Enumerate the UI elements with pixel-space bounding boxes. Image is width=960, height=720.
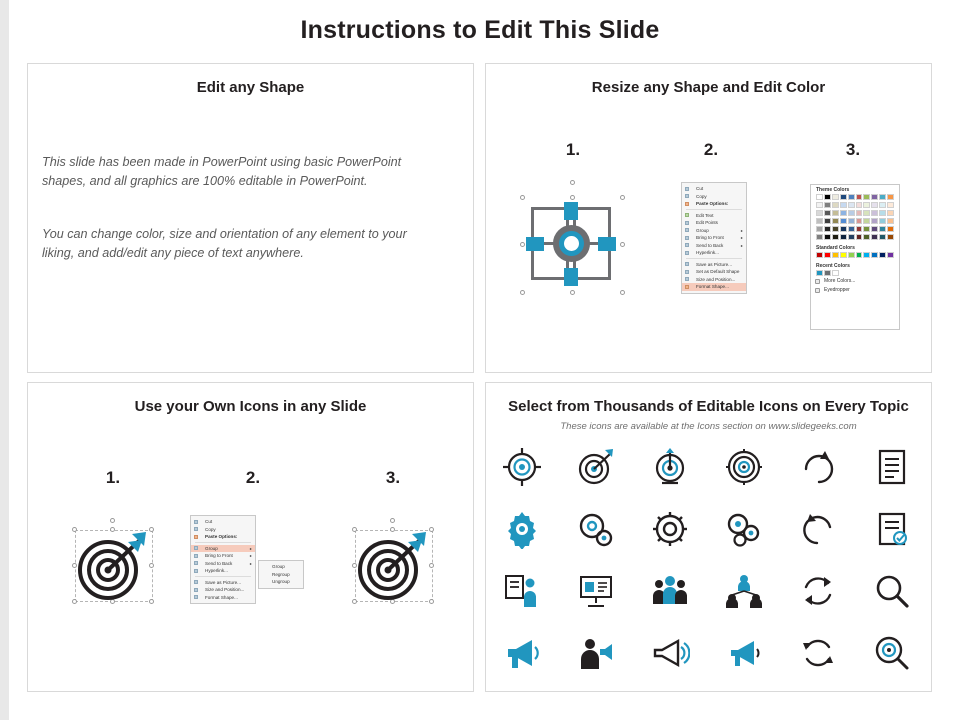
menu-item-paste-options[interactable]: Paste Options:: [191, 533, 255, 541]
bring-front-icon: [685, 236, 689, 240]
recent-colors-row[interactable]: [811, 269, 899, 277]
scissors-icon: [194, 520, 198, 524]
color-swatch[interactable]: [816, 194, 823, 200]
color-swatch[interactable]: [879, 202, 886, 208]
target-rings-icon[interactable]: [720, 443, 768, 491]
selection-handle[interactable]: [620, 242, 625, 247]
menu-item-set-default-shape[interactable]: Set as Default Shape: [682, 268, 746, 276]
color-swatch[interactable]: [887, 194, 894, 200]
panel-subtitle-icon-library: These icons are available at the Icons section on www.slidegeeks.com: [560, 421, 857, 432]
color-swatch[interactable]: [871, 218, 878, 224]
menu-item-edit-text[interactable]: Edit Text: [682, 212, 746, 220]
rotation-handle[interactable]: [570, 180, 575, 185]
color-swatch[interactable]: [848, 210, 855, 216]
color-swatch[interactable]: [879, 226, 886, 232]
color-swatch[interactable]: [863, 202, 870, 208]
color-swatch[interactable]: [856, 226, 863, 232]
target-dart-illustration-1: [68, 518, 160, 610]
color-swatch[interactable]: [879, 234, 886, 240]
color-swatch[interactable]: [848, 226, 855, 232]
color-swatch[interactable]: [856, 210, 863, 216]
picture-icon: [194, 580, 198, 584]
target-dart-icon[interactable]: [572, 443, 620, 491]
menu-item-copy[interactable]: Copy: [191, 526, 255, 534]
color-swatch[interactable]: [816, 210, 823, 216]
color-swatch[interactable]: [824, 270, 831, 276]
menu-item-save-as-picture[interactable]: Save as Picture...: [191, 579, 255, 587]
standard-colors-label: Standard Colors: [816, 245, 855, 251]
paste-icon: [685, 202, 689, 206]
color-swatch[interactable]: [863, 252, 870, 258]
selection-handle[interactable]: [570, 290, 575, 295]
format-shape-icon: [685, 285, 689, 289]
standard-colors-row[interactable]: [811, 251, 899, 259]
menu-item-paste-options[interactable]: Paste Options:: [682, 200, 746, 208]
theme-colors-row-5[interactable]: [811, 225, 899, 233]
color-swatch[interactable]: [840, 210, 847, 216]
color-swatch[interactable]: [840, 218, 847, 224]
editable-shape-illustration: [517, 180, 632, 300]
theme-colors-row-1[interactable]: [811, 193, 899, 201]
eyedropper-icon: [815, 288, 820, 293]
menu-item-send-to-back[interactable]: Send to Back ▸: [191, 560, 255, 568]
color-swatch[interactable]: [871, 234, 878, 240]
chevron-right-icon: ▸: [740, 227, 743, 233]
picture-icon: [685, 262, 689, 266]
person-presenting-icon[interactable]: [498, 567, 546, 615]
color-swatch[interactable]: [871, 210, 878, 216]
menu-item-size-and-position[interactable]: Size and Position...: [191, 586, 255, 594]
chevron-right-icon: ▸: [249, 545, 252, 551]
panel-title-resize-shape: Resize any Shape and Edit Color: [591, 79, 826, 96]
color-swatch[interactable]: [879, 218, 886, 224]
menu-item-cut[interactable]: Cut: [191, 518, 255, 526]
chevron-right-icon: ▸: [740, 242, 743, 248]
shape-tab-bottom: [564, 268, 578, 286]
resize-step-number-3: 3.: [845, 140, 861, 159]
color-swatch[interactable]: [879, 194, 886, 200]
color-swatch[interactable]: [879, 252, 886, 258]
menu-item-group[interactable]: Group ▸: [191, 545, 255, 553]
scissors-icon: [685, 187, 689, 191]
format-shape-icon: [194, 595, 198, 599]
color-swatch[interactable]: [832, 210, 839, 216]
target-search-icon[interactable]: [868, 629, 916, 677]
menu-item-hyperlink[interactable]: Hyperlink...: [682, 249, 746, 257]
color-swatch[interactable]: [856, 218, 863, 224]
menu-item-format-shape[interactable]: Format Shape...: [682, 283, 746, 291]
color-swatch[interactable]: [832, 252, 839, 258]
selection-handle[interactable]: [520, 195, 525, 200]
color-swatch[interactable]: [856, 194, 863, 200]
menu-item-bring-to-front[interactable]: Bring to Front ▸: [682, 234, 746, 242]
chevron-right-icon: ▸: [249, 553, 252, 558]
person-speaking-icon[interactable]: [572, 629, 620, 677]
shape-tab-left: [526, 237, 544, 251]
copy-icon: [194, 527, 198, 531]
color-swatch[interactable]: [840, 202, 847, 208]
color-swatch[interactable]: [863, 234, 870, 240]
submenu-item-regroup[interactable]: Regroup: [272, 571, 290, 577]
gear-dual-icon[interactable]: [572, 505, 620, 553]
target-crosshair-icon[interactable]: [498, 443, 546, 491]
size-position-icon: [685, 277, 689, 281]
paste-icon: [194, 535, 198, 539]
group-icon: [194, 546, 198, 550]
selection-handle[interactable]: [520, 290, 525, 295]
panel-title-own-icons: Use your Own Icons in any Slide: [134, 398, 367, 415]
color-swatch[interactable]: [856, 202, 863, 208]
team-network-icon[interactable]: [720, 567, 768, 615]
edit-text-icon: [685, 213, 689, 217]
color-swatch[interactable]: [856, 234, 863, 240]
link-icon: [685, 251, 689, 255]
menu-item-size-and-position[interactable]: Size and Position...: [682, 276, 746, 284]
color-swatch[interactable]: [832, 194, 839, 200]
shape-center-ring-inner: [559, 231, 584, 256]
edit-points-icon: [685, 221, 689, 225]
panel-edit-shape: [27, 63, 474, 373]
color-swatch[interactable]: [816, 226, 823, 232]
color-swatch[interactable]: [887, 234, 894, 240]
refresh-clockwise-icon[interactable]: [794, 443, 842, 491]
menu-item-hyperlink[interactable]: Hyperlink...: [191, 567, 255, 575]
more-colors-option[interactable]: More Colors...: [811, 277, 899, 286]
color-swatch[interactable]: [887, 252, 894, 258]
color-swatch[interactable]: [840, 194, 847, 200]
group-submenu[interactable]: [258, 560, 304, 589]
chevron-right-icon: ▸: [249, 560, 252, 566]
icons-step-number-1: 1.: [105, 468, 121, 487]
color-swatch[interactable]: [863, 218, 870, 224]
color-swatch[interactable]: [871, 226, 878, 232]
link-icon: [194, 569, 198, 573]
color-swatch[interactable]: [824, 234, 831, 240]
menu-item-group[interactable]: Group ▸: [682, 227, 746, 235]
more-colors-icon: [815, 279, 820, 284]
edit-shape-paragraph-2: You can change color, size and orientation of any element to your liking, and add/edit any piece of text anywhere.: [42, 227, 407, 260]
left-accent-bar: [0, 0, 9, 720]
menu-item-format-shape[interactable]: Format Shape...: [191, 594, 255, 602]
submenu-item-group[interactable]: Group: [272, 564, 285, 569]
send-back-icon: [194, 561, 198, 565]
send-back-icon: [685, 243, 689, 247]
selection-handle[interactable]: [570, 195, 575, 200]
context-menu-top[interactable]: [681, 182, 747, 294]
megaphone-icon[interactable]: [498, 629, 546, 677]
shape-tab-top: [564, 202, 578, 220]
recent-colors-label: Recent Colors: [816, 263, 850, 269]
cycle-arrows-icon[interactable]: [794, 629, 842, 677]
menu-separator: [686, 209, 742, 210]
color-swatch[interactable]: [816, 234, 823, 240]
gear-outline-icon[interactable]: [646, 505, 694, 553]
menu-separator: [686, 258, 742, 259]
color-swatch[interactable]: [887, 226, 894, 232]
target-dart-illustration-2: [348, 518, 440, 610]
bring-front-icon: [194, 554, 198, 558]
color-swatch[interactable]: [816, 252, 823, 258]
gear-blue-icon[interactable]: [498, 505, 546, 553]
menu-item-copy[interactable]: Copy: [682, 193, 746, 201]
theme-colors-row-3[interactable]: [811, 209, 899, 217]
icon-library-grid: [498, 443, 923, 683]
magnifier-icon[interactable]: [868, 567, 916, 615]
color-palette-popup[interactable]: [810, 184, 900, 330]
menu-item-save-as-picture[interactable]: Save as Picture...: [682, 261, 746, 269]
color-swatch[interactable]: [871, 202, 878, 208]
color-swatch[interactable]: [848, 218, 855, 224]
panel-title-icon-library: Select from Thousands of Editable Icons on Every Topic: [508, 398, 909, 415]
color-swatch[interactable]: [824, 226, 831, 232]
edit-shape-paragraph-1: This slide has been made in PowerPoint using basic PowerPoint shapes, and all graphics are 100% editable in PowerPoint.: [42, 155, 402, 188]
color-swatch[interactable]: [824, 194, 831, 200]
resize-step-number-2: 2.: [703, 140, 719, 159]
menu-separator: [195, 576, 251, 577]
color-swatch[interactable]: [887, 210, 894, 216]
color-swatch[interactable]: [848, 194, 855, 200]
selection-handle[interactable]: [520, 242, 525, 247]
color-swatch[interactable]: [824, 218, 831, 224]
size-position-icon: [194, 588, 198, 592]
color-swatch[interactable]: [856, 252, 863, 258]
resize-step-number-1: 1.: [565, 140, 581, 159]
color-swatch[interactable]: [840, 234, 847, 240]
color-swatch[interactable]: [863, 210, 870, 216]
color-swatch[interactable]: [879, 210, 886, 216]
theme-colors-row-2[interactable]: [811, 201, 899, 209]
group-people-icon[interactable]: [646, 567, 694, 615]
color-swatch[interactable]: [871, 194, 878, 200]
color-swatch[interactable]: [848, 234, 855, 240]
color-swatch[interactable]: [840, 226, 847, 232]
page-title: Instructions to Edit This Slide: [300, 16, 660, 44]
panel-title-edit-shape: Edit any Shape: [196, 79, 305, 96]
group-icon: [685, 228, 689, 232]
menu-separator: [195, 542, 251, 543]
context-menu-bottom[interactable]: [190, 515, 256, 604]
menu-item-bring-to-front[interactable]: Bring to Front ▸: [191, 552, 255, 560]
color-swatch[interactable]: [840, 252, 847, 258]
menu-item-send-to-back[interactable]: Send to Back ▸: [682, 242, 746, 250]
theme-colors-row-6[interactable]: [811, 233, 899, 241]
color-swatch[interactable]: [832, 270, 839, 276]
icons-step-number-3: 3.: [385, 468, 401, 487]
color-swatch[interactable]: [832, 218, 839, 224]
color-swatch[interactable]: [824, 210, 831, 216]
selection-handle[interactable]: [620, 195, 625, 200]
gear-triple-icon[interactable]: [720, 505, 768, 553]
bullhorn-icon[interactable]: [646, 629, 694, 677]
target-arrow-icon[interactable]: [646, 443, 694, 491]
color-swatch[interactable]: [816, 202, 823, 208]
icons-step-number-2: 2.: [245, 468, 261, 487]
announcement-icon[interactable]: [720, 629, 768, 677]
color-swatch[interactable]: [816, 270, 823, 276]
color-swatch[interactable]: [824, 252, 831, 258]
default-shape-icon: [685, 270, 689, 274]
shape-tab-right: [598, 237, 616, 251]
color-swatch[interactable]: [848, 202, 855, 208]
color-swatch[interactable]: [863, 194, 870, 200]
clipboard-check-icon[interactable]: [868, 505, 916, 553]
color-swatch[interactable]: [848, 252, 855, 258]
selection-handle[interactable]: [620, 290, 625, 295]
copy-icon: [685, 194, 689, 198]
sync-arrows-icon[interactable]: [794, 567, 842, 615]
theme-colors-row-4[interactable]: [811, 217, 899, 225]
presentation-board-icon[interactable]: [572, 567, 620, 615]
theme-colors-label: Theme Colors: [816, 187, 850, 193]
chevron-right-icon: ▸: [740, 235, 743, 240]
color-swatch[interactable]: [824, 202, 831, 208]
refresh-circle-icon[interactable]: [794, 505, 842, 553]
color-swatch[interactable]: [832, 202, 839, 208]
color-swatch[interactable]: [871, 252, 878, 258]
color-swatch[interactable]: [832, 234, 839, 240]
eyedropper-option[interactable]: Eyedropper: [811, 286, 899, 295]
color-swatch[interactable]: [816, 218, 823, 224]
submenu-item-ungroup[interactable]: Ungroup: [272, 579, 290, 584]
document-list-icon[interactable]: [868, 443, 916, 491]
color-swatch[interactable]: [863, 226, 870, 232]
menu-item-cut[interactable]: Cut: [682, 185, 746, 193]
color-swatch[interactable]: [887, 202, 894, 208]
menu-item-edit-points[interactable]: Edit Points: [682, 219, 746, 227]
color-swatch[interactable]: [832, 226, 839, 232]
color-swatch[interactable]: [887, 218, 894, 224]
